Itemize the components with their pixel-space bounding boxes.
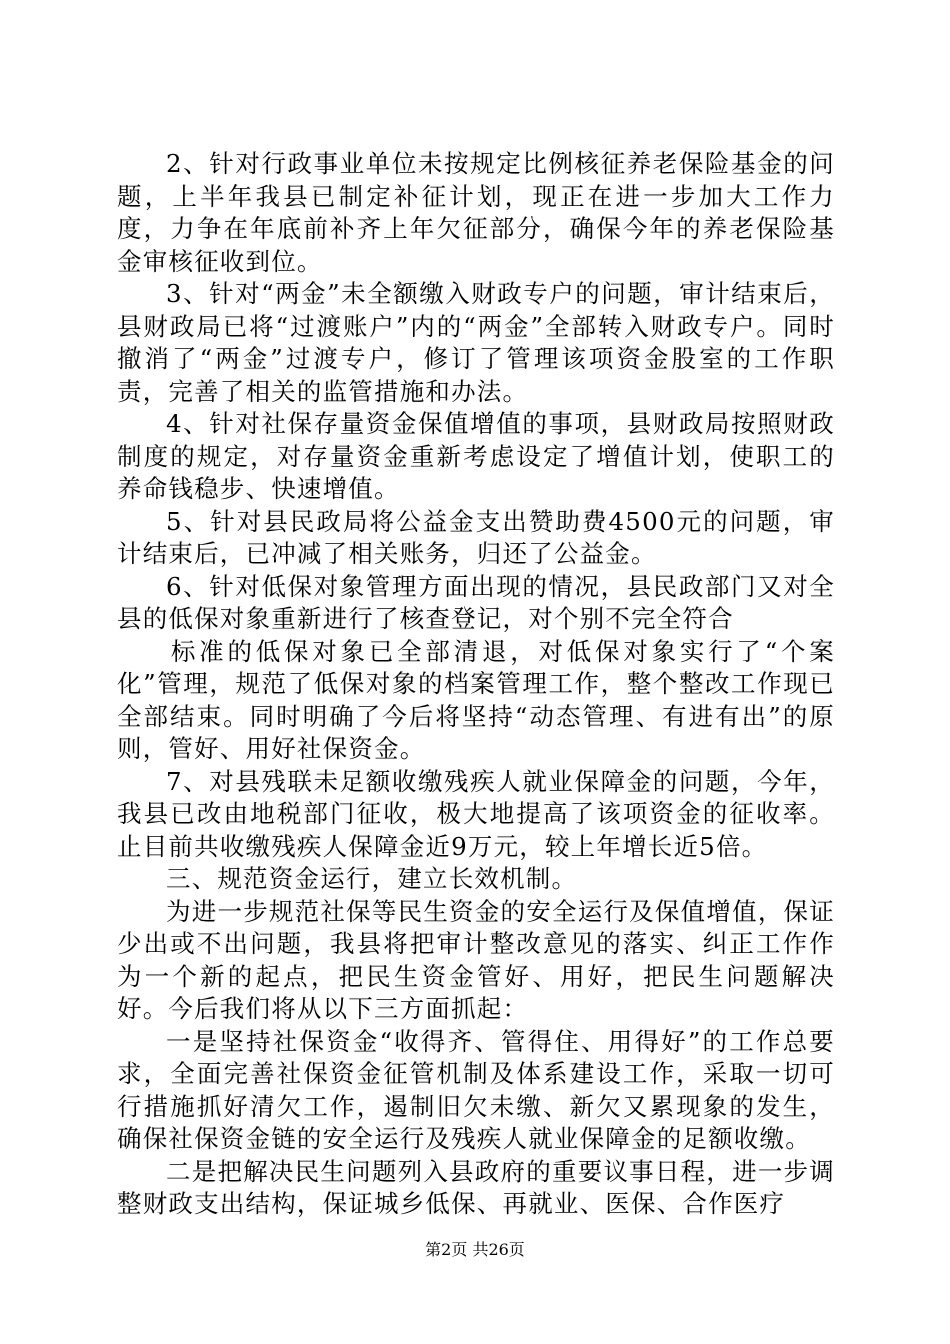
paragraph-8: 为进一步规范社保等民生资金的安全运行及保值增值，保证少出或不出问题，我县将把审计整改意见的落实、纠正工作作为一个新的起点，把民生资金管好、用好，把民生问题解决好。今后我们将从以下三方面抓起： [117, 896, 835, 1023]
paragraph-1: 2、针对行政事业单位未按规定比例核征养老保险基金的问题，上半年我县已制定补征计划，现正在进一步加大工作力度，力争在年底前补齐上年欠征部分，确保今年的养老保险基金审核征收到位。 [117, 149, 835, 276]
section-heading: 三、规范资金运行，建立长效机制。 [166, 864, 578, 893]
paragraph-5: 6、针对低保对象管理方面出现的情况，县民政部门又对全县的低保对象重新进行了核查登记，对个别不完全符合 [117, 571, 835, 633]
paragraph-7: 7、对县残联未足额收缴残疾人就业保障金的问题，今年，我县已改由地税部门征收，极大地提高了该项资金的征收率。止目前共收缴残疾人保障金近9万元，较上年增长近5倍。 [117, 766, 835, 861]
paragraph-2: 3、针对“两金”未全额缴入财政专户的问题，审计结束后，县财政局已将“过渡账户”内的“两金”全部转入财政专户。同时撤消了“两金”过渡专户，修订了管理该项资金股室的工作职责，完善了相关的监管措施和办法。 [117, 279, 835, 406]
paragraph-4: 5、针对县民政局将公益金支出赞助费4500元的问题，审计结束后，已冲减了相关账务，归还了公益金。 [117, 506, 835, 568]
paragraph-3: 4、针对社保存量资金保值增值的事项，县财政局按照财政制度的规定，对存量资金重新考虑设定了增值计划，使职工的养命钱稳步、快速增值。 [117, 409, 835, 503]
paragraph-9: 一是坚持社保资金“收得齐、管得住、用得好”的工作总要求，全面完善社保资金征管机制及体系建设工作，采取一切可行措施抓好清欠工作，遏制旧欠未缴、新欠又累现象的发生，确保社保资金链的安全运行及残疾人就业保障金的足额收缴。 [117, 1026, 835, 1153]
paragraph-6: 标准的低保对象已全部清退，对低保对象实行了“个案化”管理，规范了低保对象的档案管理工作，整个整改工作现已全部结束。同时明确了今后将坚持“动态管理、有进有出”的原则，管好、用好社保资金。 [117, 636, 835, 763]
page-footer: 第2页 共26页 [425, 1240, 525, 1259]
paragraph-10: 二是把解决民生问题列入县政府的重要议事日程，进一步调整财政支出结构，保证城乡低保、再就业、医保、合作医疗 [117, 1156, 835, 1218]
body-text [117, 148, 835, 1221]
